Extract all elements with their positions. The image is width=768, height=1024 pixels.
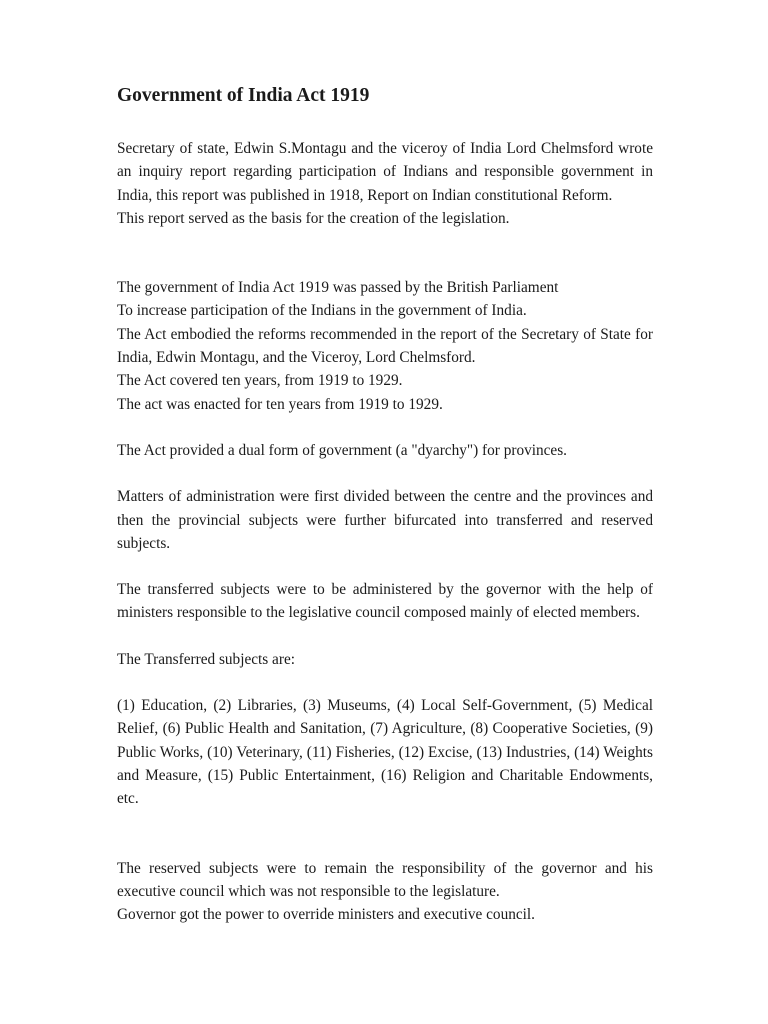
transferred-admin-paragraph: The transferred subjects were to be administered by the governor with the help of ministers responsible to the legislative council composed mainly of elected members. xyxy=(117,581,653,622)
transferred-list: (1) Education, (2) Libraries, (3) Museums, (4) Local Self-Government, (5) Medical Relief, (6) Public Health and Sanitation, (7) Agriculture, (8) Cooperative Societies, (9) Public Works, (10) Veterinary, (11) Fisheries, (12) Excise, (13) Industries, (14) Weights and Measure, (15) Public Entertainment, (16) Religion and Charitable Endowments, etc. xyxy=(117,697,653,808)
passage-line: The act was enacted for ten years from 1919 to 1929. xyxy=(117,395,443,413)
spacer xyxy=(117,462,653,485)
passage-line: The Act embodied the reforms recommended in the report of the Secretary of State for India, Edwin Montagu, and the Viceroy, Lord Chelmsford. xyxy=(117,325,653,367)
document-page xyxy=(117,84,653,926)
spacer xyxy=(117,811,653,857)
transferred-heading: The Transferred subjects are: xyxy=(117,650,295,668)
intro-followup: This report served as the basis for the creation of the legislation. xyxy=(117,209,510,227)
reserved-section xyxy=(117,857,653,927)
spacer xyxy=(117,230,653,276)
act-passage-section xyxy=(117,276,653,416)
reserved-followup: Governor got the power to override ministers and executive council. xyxy=(117,906,535,924)
spacer xyxy=(117,416,653,439)
passage-line: The government of India Act 1919 was passed by the British Parliament xyxy=(117,279,559,297)
dyarchy-paragraph: The Act provided a dual form of government (a "dyarchy") for provinces. xyxy=(117,441,567,459)
matters-paragraph: Matters of administration were first divided between the centre and the provinces and then the provincial subjects were further bifurcated into transferred and reserved subjects. xyxy=(117,488,653,552)
intro-paragraph: Secretary of state, Edwin S.Montagu and the viceroy of India Lord Chelmsford wrote an inquiry report regarding participation of Indians and responsible government in India, this report was published in 1918, Report on Indian constitutional Reform. xyxy=(117,140,653,204)
intro-section xyxy=(117,137,653,230)
passage-line: To increase participation of the Indians in the government of India. xyxy=(117,302,527,320)
document-title: Government of India Act 1919 xyxy=(117,85,370,106)
passage-line: The Act covered ten years, from 1919 to 1929. xyxy=(117,372,403,390)
spacer xyxy=(117,671,653,694)
reserved-paragraph: The reserved subjects were to remain the responsibility of the governor and his executive council which was not responsible to the legislature. xyxy=(117,859,653,900)
spacer xyxy=(117,625,653,648)
spacer xyxy=(117,555,653,578)
